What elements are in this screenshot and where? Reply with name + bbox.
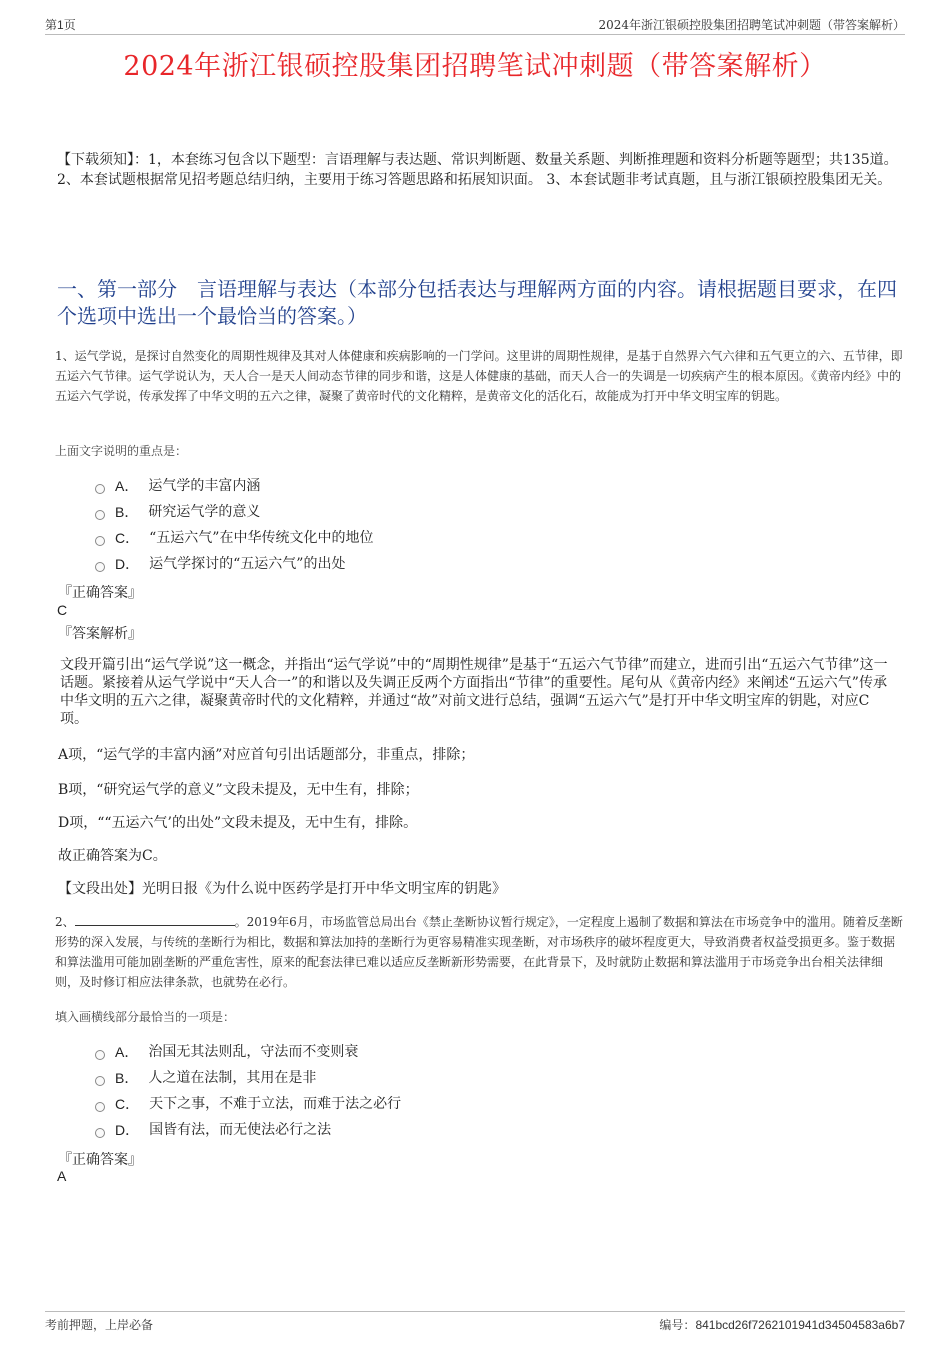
question-2-options [95, 1039, 401, 1143]
radio-icon[interactable] [95, 1076, 105, 1086]
analysis-text: 文段开篇引出“运气学说”这一概念，并指出“运气学说”中的“周期性规律”是基于“五运六气节律”而建立，进而引出“五运六气节律”这一话题。紧接着从运气学说中“天人合一”的和谐以及失调正反两个方面指出“节律”的重要性。尾句从《黄帝内经》来阐述“五运六气”传承中华文明的五六之律，凝聚黄帝时代的文化精粹，并通过“故”对前文进行总结，强调“五运六气”是打开中华文明宝库的钥匙，对应C项。 [60, 657, 888, 727]
fill-blank [75, 913, 235, 926]
question-2-ask: 填入画横线部分最恰当的一项是： [55, 1010, 236, 1024]
radio-icon[interactable] [95, 1102, 105, 1112]
page-number: 第1页 [45, 18, 76, 32]
answer-label: 『正确答案』 [58, 585, 142, 601]
radio-icon[interactable] [95, 510, 105, 520]
analysis-line-a: A项，“运气学的丰富内涵”对应首句引出话题部分，非重点，排除； [58, 747, 475, 763]
answer-value: C [57, 602, 68, 618]
analysis-label: 『答案解析』 [58, 626, 142, 642]
footer-slogan: 考前押题，上岸必备 [45, 1318, 154, 1332]
radio-icon[interactable] [95, 484, 105, 494]
radio-icon[interactable] [95, 1128, 105, 1138]
option-a[interactable]: A． 运气学的丰富内涵 [95, 473, 373, 499]
analysis-line-d: D项，““五运六气’的出处”文段未提及，无中生有，排除。 [58, 815, 418, 831]
question-1-ask: 上面文字说明的重点是： [55, 444, 188, 458]
answer-label: 『正确答案』 [58, 1152, 142, 1168]
question-2-text: 2、 。2019年6月，市场监管总局出台《禁止垄断协议暂行规定》，一定程度上遏制了数据和算法在市场竞争中的滥用。随着反垄断形势的深入发展，与传统的垄断行为相比，数据和算法加持的垄断行为更容易精准实现垄断，对市场秩序的破坏程度更大，导致消费者权益受损更多。鉴于数据和算法滥用可能加剧垄断的严重危害性，原来的配套法律已难以适应反垄断新形势需要，在此背景下，及时就防止数据和算法滥用于市场竞争出台相关法律细则，及时修订相应法律条款，也就势在必行。 [55, 915, 903, 989]
question-1-options [95, 473, 373, 577]
option-d[interactable]: D． 运气学探讨的“五运六气”的出处 [95, 551, 373, 577]
analysis-conclusion: 故正确答案为C。 [58, 848, 167, 864]
option-b[interactable]: B． 人之道在法制，其用在是非 [95, 1065, 401, 1091]
question-1-text: 1、运气学说，是探讨自然变化的周期性规律及其对人体健康和疾病影响的一门学问。这里讲的周期性规律，是基于自然界六气六律和五气更立的六、五节律，即五运六气节律。运气学说认为，天人合一是天人间动态节律的同步和谐，这是人体健康的基础，而天人合一的失调是一切疾病产生的根本原因。《黄帝内经》中的五运六气学说，传承发挥了中华文明的五六之律，凝聚了黄帝时代的文化精粹，是黄帝文化的活化石，故能成为打开中华文明宝库的钥匙。 [55, 349, 903, 403]
source-line: 【文段出处】光明日报《为什么说中医药学是打开中华文明宝库的钥匙》 [58, 881, 506, 897]
option-d[interactable]: D． 国皆有法，而无使法必行之法 [95, 1117, 401, 1143]
option-b[interactable]: B． 研究运气学的意义 [95, 499, 373, 525]
radio-icon[interactable] [95, 1050, 105, 1060]
page-title: 2024年浙江银硕控股集团招聘笔试冲刺题（带答案解析） [123, 51, 827, 82]
option-a[interactable]: A． 治国无其法则乱，守法而不变则衰 [95, 1039, 401, 1065]
option-c[interactable]: C． “五运六气”在中华传统文化中的地位 [95, 525, 373, 551]
radio-icon[interactable] [95, 562, 105, 572]
radio-icon[interactable] [95, 536, 105, 546]
page-header [45, 14, 905, 35]
header-doc-title: 2024年浙江银硕控股集团招聘笔试冲刺题（带答案解析） [598, 18, 905, 32]
section-title: 一、第一部分 言语理解与表达（本部分包括表达与理解两方面的内容。请根据题目要求，在四个选项中选出一个最恰当的答案。） [57, 277, 897, 328]
analysis-line-b: B项，“研究运气学的意义”文段未提及，无中生有，排除； [58, 782, 419, 798]
download-notice: 【下载须知】：1，本套练习包含以下题型：言语理解与表达题、常识判断题、数量关系题、判断推理题和资料分析题等题型；共135道。 2、本套试题根据常见招考题总结归纳，主要用于练习答题思路和拓展知识面。 3、本套试题非考试真题，且与浙江银硕控股集团无关。 [57, 152, 898, 188]
answer-value: A [57, 1168, 67, 1184]
document-code: 编号：841bcd26f7262101941d34504583a6b7 [659, 1318, 905, 1332]
option-c[interactable]: C． 天下之事，不难于立法，而难于法之必行 [95, 1091, 401, 1117]
page-footer [45, 1311, 905, 1334]
